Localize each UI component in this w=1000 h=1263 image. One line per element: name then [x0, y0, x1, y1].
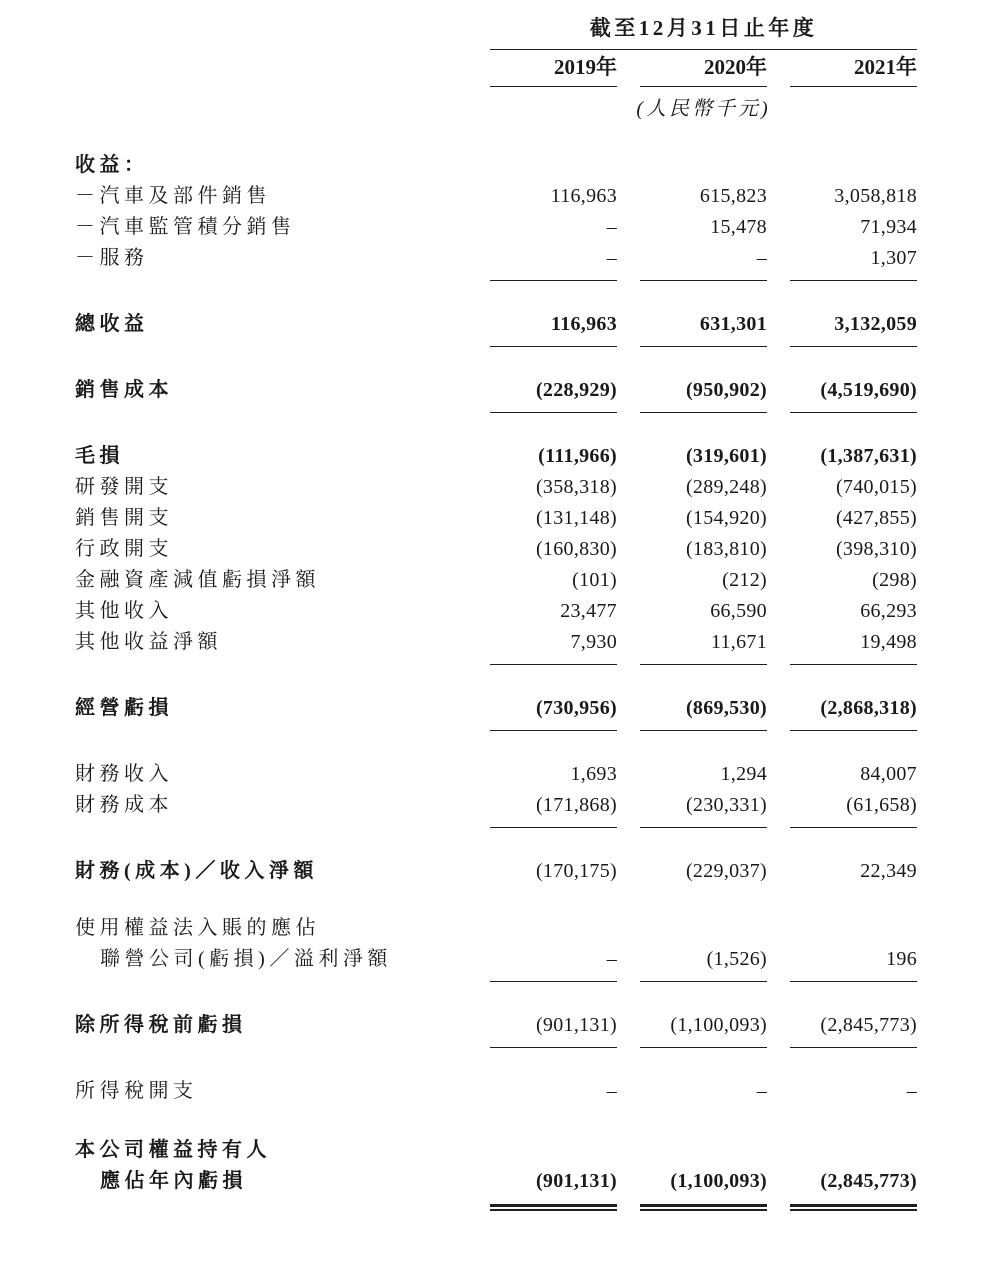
row-label: 銷售開支 — [75, 507, 173, 529]
value-2021: 1,307 — [790, 243, 917, 281]
row-label: 所得稅開支 — [75, 1080, 198, 1102]
value-2020: 631,301 — [640, 309, 767, 347]
value-2019: (101) — [572, 569, 617, 591]
value-2020: – — [640, 243, 767, 281]
value-2020: (319,601) — [685, 445, 767, 467]
column-header-2021: 2021年 — [790, 54, 917, 87]
value-2019: 7,930 — [490, 627, 617, 665]
row-label: －汽車及部件銷售 — [75, 185, 271, 207]
value-2021: (1,387,631) — [820, 445, 917, 467]
row-label: 聯營公司(虧損)／溢利淨額 — [100, 948, 392, 970]
row-auto-parts-sales — [75, 181, 917, 212]
period-header-row — [75, 14, 917, 50]
value-2021: (398,310) — [835, 538, 917, 560]
value-2020: (230,331) — [640, 790, 767, 828]
row-operating-loss — [75, 693, 917, 731]
value-2019: 116,963 — [550, 185, 617, 207]
currency-note-row — [75, 96, 917, 122]
row-regulatory-credits-sales — [75, 212, 917, 243]
value-2020: 66,590 — [710, 600, 767, 622]
row-label: 財務成本 — [75, 794, 173, 816]
column-header-2020: 2020年 — [640, 54, 767, 87]
value-2019: – — [490, 944, 617, 982]
row-label: 經營虧損 — [75, 697, 173, 719]
value-2021: (4,519,690) — [790, 375, 917, 413]
row-other-income — [75, 596, 917, 627]
value-2019: (160,830) — [535, 538, 617, 560]
header-spacer — [75, 14, 490, 50]
row-finance-costs — [75, 790, 917, 828]
row-owners-line1 — [75, 1135, 917, 1166]
row-income-tax — [75, 1076, 917, 1107]
value-2019: (901,131) — [490, 1166, 617, 1207]
value-2020: (289,248) — [685, 476, 767, 498]
value-2019: (228,929) — [490, 375, 617, 413]
row-impairment-losses — [75, 565, 917, 596]
value-2021: 196 — [790, 944, 917, 982]
value-2020: (1,526) — [640, 944, 767, 982]
row-total-revenue — [75, 309, 917, 347]
row-owners-line2 — [75, 1166, 917, 1207]
value-2019: (171,868) — [490, 790, 617, 828]
column-header-2019: 2019年 — [490, 54, 617, 87]
row-revenue-heading — [75, 150, 917, 181]
value-2021: (740,015) — [835, 476, 917, 498]
row-equity-method-line2 — [75, 944, 917, 982]
value-2019: (358,318) — [535, 476, 617, 498]
value-2021: (61,658) — [790, 790, 917, 828]
row-rd-expenses — [75, 472, 917, 503]
value-2021: 3,132,059 — [790, 309, 917, 347]
row-label: 毛損 — [75, 445, 124, 467]
row-label: 財務(成本)／收入淨額 — [75, 860, 318, 882]
value-2020: 15,478 — [710, 216, 767, 238]
value-2019: 116,963 — [490, 309, 617, 347]
value-2020: 615,823 — [699, 185, 767, 207]
row-selling-expenses — [75, 503, 917, 534]
row-label: 銷售成本 — [75, 379, 173, 401]
value-2021: (2,845,773) — [790, 1010, 917, 1048]
row-label: －汽車監管積分銷售 — [75, 216, 296, 238]
row-equity-method-line1 — [75, 913, 917, 944]
value-2019: – — [606, 216, 617, 238]
row-finance-net — [75, 856, 917, 887]
period-header: 截至12月31日止年度 — [490, 14, 917, 50]
value-2019: (730,956) — [490, 693, 617, 731]
value-2019: 1,693 — [570, 763, 617, 785]
value-2019: (901,131) — [490, 1010, 617, 1048]
value-2020: (1,100,093) — [640, 1166, 767, 1207]
header-spacer — [75, 96, 490, 122]
value-2020: – — [756, 1080, 767, 1102]
value-2019: 23,477 — [560, 600, 617, 622]
value-2020: 11,671 — [640, 627, 767, 665]
row-label: 其他收益淨額 — [75, 631, 222, 653]
row-services — [75, 243, 917, 281]
row-other-gains-net — [75, 627, 917, 665]
value-2021: 71,934 — [860, 216, 917, 238]
value-2021: 3,058,818 — [834, 185, 917, 207]
currency-note: (人民幣千元) — [636, 98, 771, 120]
value-2019: (170,175) — [535, 860, 617, 882]
row-label: 財務收入 — [75, 763, 173, 785]
year-header-row — [75, 54, 917, 87]
value-2020: (212) — [722, 569, 767, 591]
value-2020: (1,100,093) — [640, 1010, 767, 1048]
value-2019: – — [606, 1080, 617, 1102]
value-2020: 1,294 — [720, 763, 767, 785]
value-2021: – — [906, 1080, 917, 1102]
row-loss-before-tax — [75, 1010, 917, 1048]
value-2019: – — [490, 243, 617, 281]
value-2019: (111,966) — [538, 445, 617, 467]
row-admin-expenses — [75, 534, 917, 565]
value-2020: (950,902) — [640, 375, 767, 413]
value-2020: (869,530) — [640, 693, 767, 731]
row-label: 除所得稅前虧損 — [75, 1014, 247, 1036]
value-2021: 66,293 — [860, 600, 917, 622]
row-label: 本公司權益持有人 — [75, 1139, 271, 1161]
value-2020: (183,810) — [685, 538, 767, 560]
row-label: 總收益 — [75, 313, 149, 335]
row-label: 收益： — [75, 154, 149, 176]
row-label: 其他收入 — [75, 600, 173, 622]
row-label: 金融資產減值虧損淨額 — [75, 569, 320, 591]
value-2021: 19,498 — [790, 627, 917, 665]
value-2020: (229,037) — [685, 860, 767, 882]
value-2021: (2,845,773) — [790, 1166, 917, 1207]
row-label: 研發開支 — [75, 476, 173, 498]
value-2019: (131,148) — [535, 507, 617, 529]
row-finance-income — [75, 759, 917, 790]
row-label: 使用權益法入賬的應佔 — [75, 917, 320, 939]
row-label: －服務 — [75, 247, 149, 269]
value-2021: (2,868,318) — [790, 693, 917, 731]
value-2021: 84,007 — [860, 763, 917, 785]
value-2021: (427,855) — [835, 507, 917, 529]
header-spacer — [75, 54, 490, 87]
row-label: 應佔年內虧損 — [100, 1170, 247, 1192]
row-gross-loss — [75, 441, 917, 472]
value-2021: (298) — [872, 569, 917, 591]
row-label: 行政開支 — [75, 538, 173, 560]
row-cost-of-sales — [75, 375, 917, 413]
value-2020: (154,920) — [685, 507, 767, 529]
value-2021: 22,349 — [860, 860, 917, 882]
